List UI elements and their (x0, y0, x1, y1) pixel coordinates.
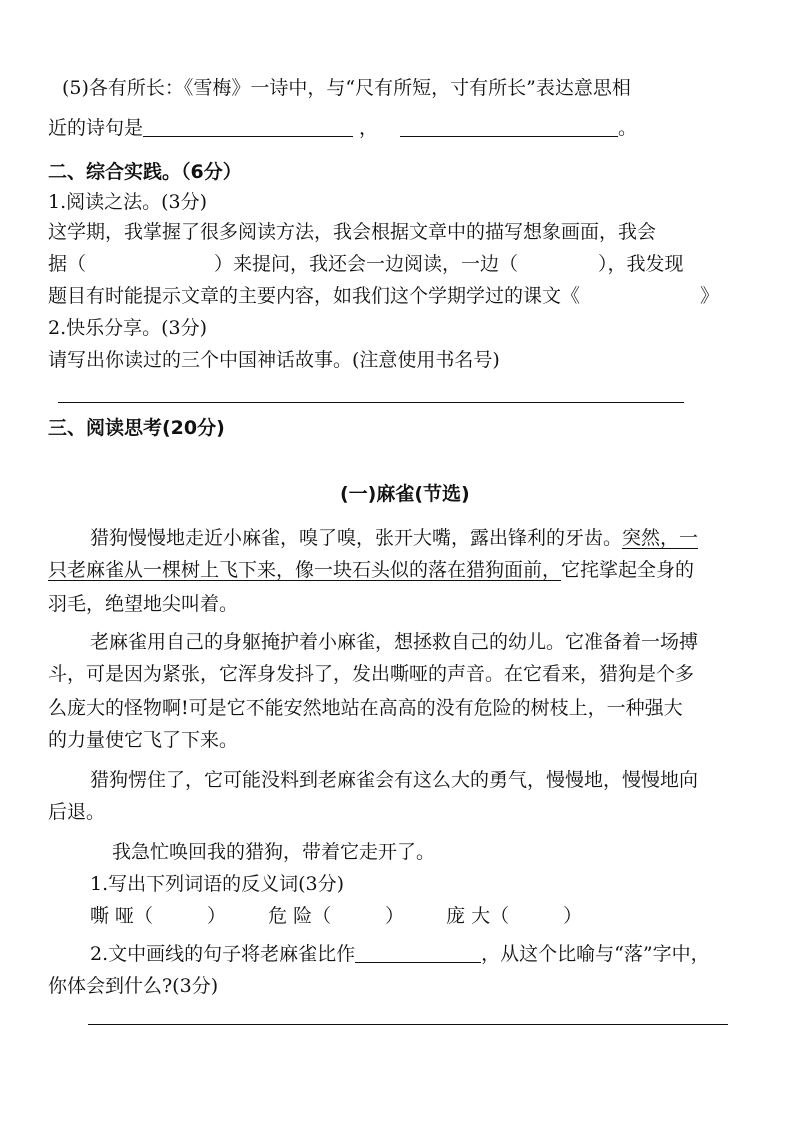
section3-heading: 三、阅读思考(20分) (48, 417, 225, 439)
antonym-word-2: 危 险（ (268, 905, 332, 927)
q5-sep: ， (359, 117, 379, 139)
answer-blank-2[interactable] (400, 118, 618, 137)
p2-line2: 斗，可是因为紧张，它浑身发抖了，发出嘶哑的声音。在它看来，猎狗是个多 (48, 663, 695, 685)
s2-q1-line2-a: 据（ (48, 253, 87, 275)
s2-q1-line3 (48, 282, 719, 310)
antonym-item-2[interactable] (268, 902, 404, 930)
p2-line1: 老麻雀用自己的身躯掩护着小麻雀，想拯救自己的幼儿。它准备着一场搏 (90, 631, 699, 653)
p1-line1-plain: 猎狗慢慢地走近小麻雀，嗅了嗅，张开大嘴，露出锋利的牙齿。 (90, 527, 623, 549)
p2-line4: 的力量使它飞了下来。 (48, 729, 239, 751)
s2-q2-title: 2.快乐分享。(3分) (48, 317, 208, 339)
antonym-item-1[interactable] (90, 902, 226, 930)
s3-q2-line1 (90, 940, 710, 968)
antonym-word-3: 庞 大（ (446, 905, 510, 927)
s3-q2-line2: 你体会到什么?(3分) (48, 975, 219, 997)
answer-line-1[interactable] (58, 402, 684, 403)
p3-line1: 猎狗愣住了，它可能没料到老麻雀会有这么大的勇气，慢慢地，慢慢地向 (90, 769, 699, 791)
antonym-close-1: ） (207, 905, 227, 927)
s3-q1-items (90, 902, 582, 930)
s2-q1-line3-b: 》 (700, 285, 720, 307)
s2-q1-title: 1.阅读之法。(3分) (48, 191, 208, 213)
p1-line2-underlined: 只老麻雀从一棵树上飞下来，像一块石头似的落在猎狗面前， (48, 559, 562, 581)
s2-q1-line3-a: 题目有时能提示文章的主要内容，如我们这个学期学过的课文《 (48, 285, 581, 307)
s2-q1-line2 (48, 250, 684, 278)
s2-q1-line1: 这学期，我掌握了很多阅读方法，我会根据文章中的描写想象画面，我会 (48, 221, 657, 243)
antonym-close-3: ） (563, 905, 583, 927)
p2-line3: 么庞大的怪物啊!可是它不能安然地站在高高的没有危险的树枝上，一种强大 (48, 697, 683, 719)
p1-line1 (90, 524, 698, 552)
q5-line1: (5)各有所长：《雪梅》一诗中，与“尺有所短，寸有所长”表达意思相 (62, 77, 631, 99)
answer-blank-6[interactable] (355, 944, 481, 963)
p3-line2: 后退。 (48, 801, 106, 823)
answer-blank-1[interactable] (143, 118, 353, 137)
s2-q1-line2-b: ）来提问，我还会一边阅读，一边（ (214, 253, 519, 275)
s2-q1-line2-c: ），我发现 (598, 253, 684, 275)
q5-prefix: 近的诗句是 (48, 117, 144, 139)
answer-line-2[interactable] (88, 1024, 728, 1025)
q5-line2 (48, 114, 637, 142)
s3-q1-title: 1.写出下列词语的反义词(3分) (90, 873, 345, 895)
s3-q2-line1-a: 2.文中画线的句子将老麻雀比作 (90, 943, 356, 965)
p1-line2-plain: 它挓挲起全身的 (561, 559, 695, 581)
passage-title: (一)麻雀(节选) (340, 483, 470, 505)
antonym-word-1: 嘶 哑（ (90, 905, 154, 927)
p1-line2 (48, 556, 694, 584)
section2-heading: 二、综合实践。（6分） (48, 161, 242, 183)
s3-q2-line1-b: ，从这个比喻与“落”字中， (481, 943, 710, 965)
q5-end: 。 (618, 117, 638, 139)
s2-q2-prompt: 请写出你读过的三个中国神话故事。(注意使用书名号) (48, 349, 500, 371)
antonym-close-2: ） (385, 905, 405, 927)
p4-line1: 我急忙唤回我的猎狗，带着它走开了。 (112, 841, 436, 863)
p1-line1-underlined: 突然，一 (622, 527, 699, 549)
antonym-item-3[interactable] (446, 902, 582, 930)
p1-line3: 羽毛，绝望地尖叫着。 (48, 593, 239, 615)
